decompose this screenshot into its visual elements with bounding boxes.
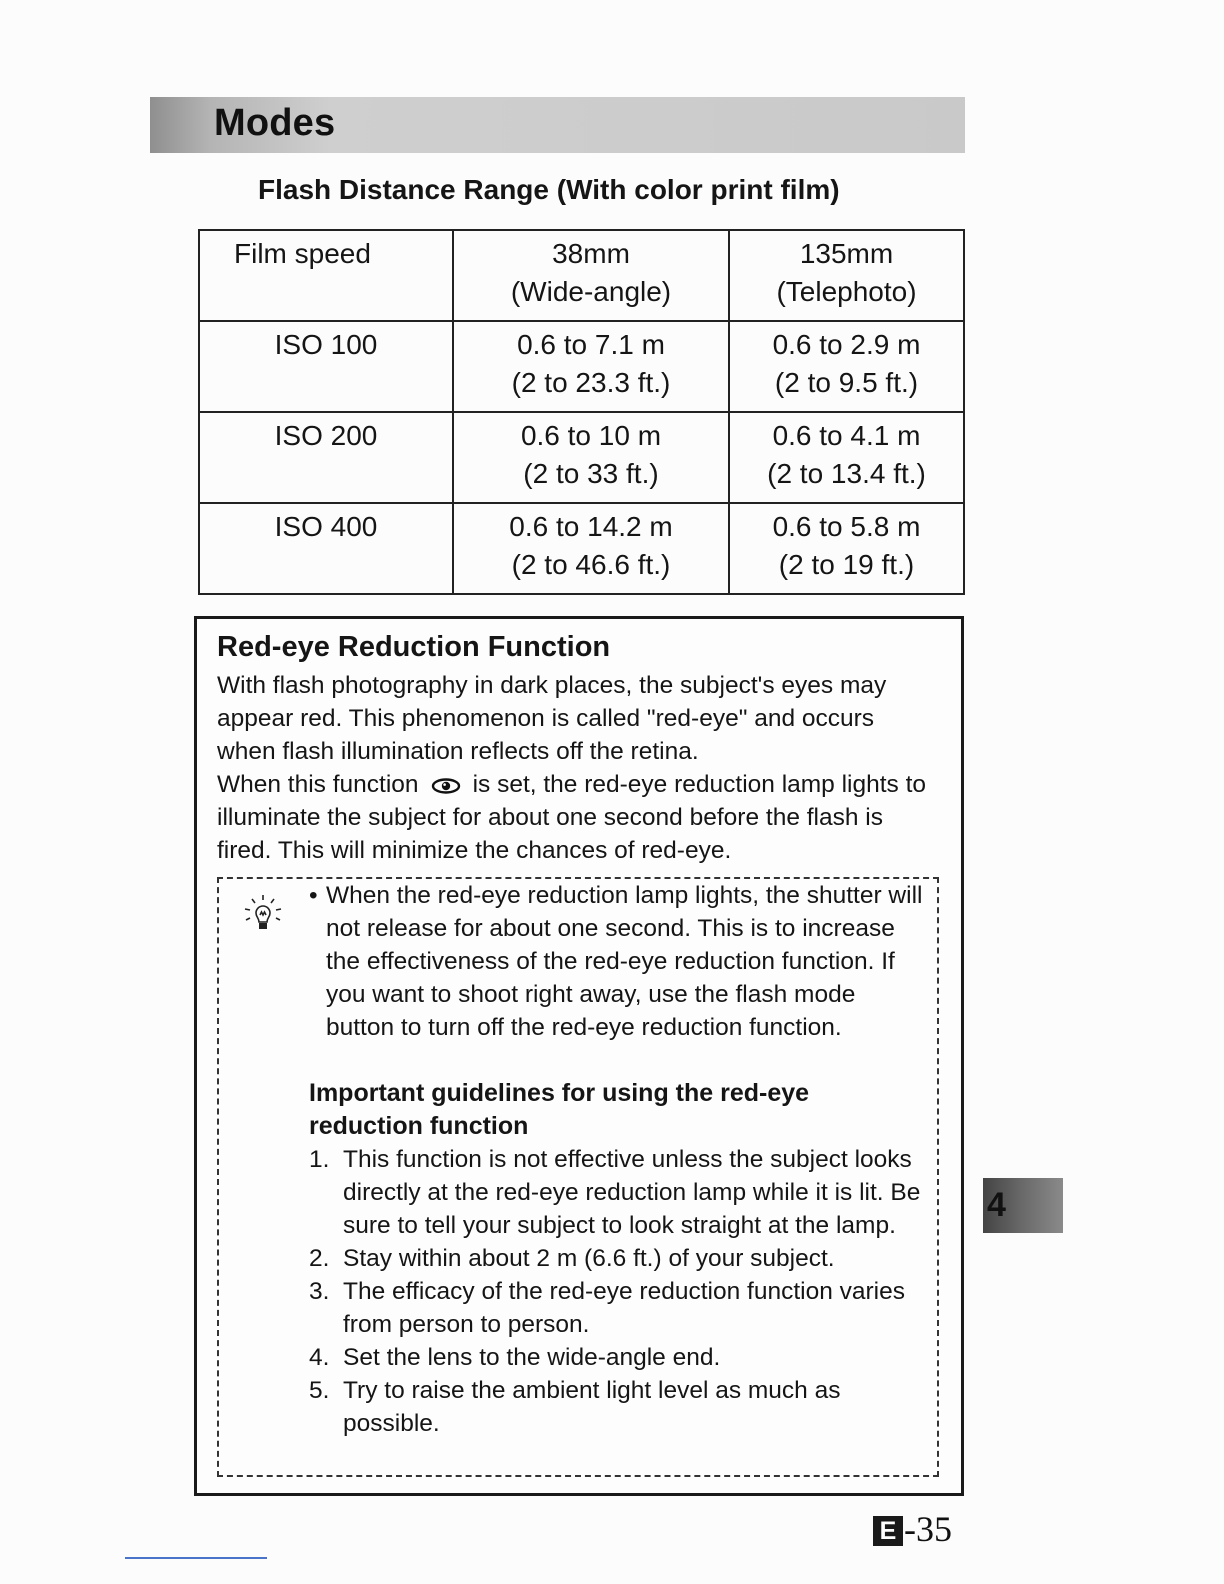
header-38mm-line2: (Wide-angle) [510, 276, 672, 307]
telephoto-feet: (2 to 9.5 ft.) [774, 367, 919, 398]
telephoto-cell [729, 412, 964, 503]
telephoto-feet: (2 to 13.4 ft.) [767, 458, 926, 489]
language-badge: E [873, 1516, 903, 1546]
page-number: -35 [904, 1509, 952, 1549]
telephoto-feet: (2 to 19 ft.) [778, 549, 915, 580]
redeye-description [217, 669, 937, 867]
film-speed-cell: ISO 100 [199, 321, 453, 412]
guideline-number: 2. [309, 1245, 330, 1272]
telephoto-cell [729, 321, 964, 412]
guideline-text: Stay within about 2 m (6.6 ft.) of your subject. [343, 1245, 835, 1272]
wide-angle-cell [453, 321, 729, 412]
redeye-para1: With flash photography in dark places, the subject's eyes may appear red. This phenomenon is called "red-eye" and occurs when flash illumination reflects off the retina. [217, 672, 887, 765]
wide-angle-feet: (2 to 46.6 ft.) [511, 549, 671, 580]
header-38mm-line1: 38mm [552, 238, 630, 269]
header-film-speed-label: Film speed [234, 238, 371, 269]
telephoto-meters: 0.6 to 2.9 m [772, 329, 921, 360]
header-135mm-line1: 135mm [799, 238, 894, 269]
red-eye-icon [431, 778, 461, 794]
chapter-tab-number: 4 [987, 1186, 1006, 1224]
wide-angle-meters: 0.6 to 10 m [520, 420, 662, 451]
tip-bullet [309, 879, 927, 1044]
table-header-row [199, 230, 964, 321]
header-film-speed [199, 230, 453, 321]
film-speed-cell: ISO 200 [199, 412, 453, 503]
redeye-info-box [194, 616, 964, 1496]
guideline-number: 3. [309, 1278, 330, 1305]
divider [125, 1557, 267, 1559]
redeye-title: Red-eye Reduction Function [217, 631, 611, 663]
telephoto-meters: 0.6 to 4.1 m [772, 420, 921, 451]
guidelines-list [309, 1143, 935, 1440]
header-38mm [453, 230, 729, 321]
wide-angle-meters: 0.6 to 14.2 m [509, 511, 673, 542]
guideline-text: The efficacy of the red-eye reduction function varies from person to person. [343, 1278, 905, 1338]
section-title: Modes [214, 102, 336, 144]
guideline-text: Set the lens to the wide-angle end. [343, 1344, 721, 1371]
bullet-dot-icon: • [309, 882, 318, 909]
redeye-para2-start: When this function [217, 771, 419, 798]
redeye-para2-end: is set, the red-eye reduction lamp lights to illuminate the subject for about one second before the flash is fired. This will minimize the chances of red-eye. [217, 771, 927, 864]
film-speed-cell: ISO 400 [199, 503, 453, 594]
tip-bullet-text: When the red-eye reduction lamp lights, the shutter will not release for about one second. This is to increase the effectiveness of the red-eye reduction function. If you want to shoot right away, use the flash mode button to turn off the red-eye reduction function. [326, 882, 923, 1041]
telephoto-meters: 0.6 to 5.8 m [772, 511, 921, 542]
chapter-tab [983, 1178, 1063, 1233]
wide-angle-meters: 0.6 to 7.1 m [517, 329, 665, 360]
list-item [309, 1242, 935, 1275]
section-header-bar [150, 97, 965, 153]
guideline-text: This function is not effective unless the subject looks directly at the red-eye reduction lamp while it is lit. Be sure to tell your subject to look straight at the lamp. [343, 1146, 921, 1239]
tip-box [217, 877, 939, 1477]
table-row [199, 321, 964, 412]
wide-angle-feet: (2 to 23.3 ft.) [511, 367, 671, 398]
header-135mm-line2: (Telephoto) [776, 276, 917, 307]
lightbulb-icon [241, 893, 285, 937]
table-caption: Flash Distance Range (With color print film) [258, 174, 840, 205]
list-item [309, 1341, 935, 1374]
flash-distance-table [198, 229, 965, 595]
guideline-text: Try to raise the ambient light level as much as possible. [343, 1377, 841, 1437]
guidelines-title: Important guidelines for using the red-eye reduction function [309, 1079, 810, 1140]
wide-angle-feet: (2 to 33 ft.) [523, 458, 659, 489]
guideline-number: 5. [309, 1377, 330, 1404]
list-item [309, 1275, 935, 1341]
guideline-number: 1. [309, 1146, 330, 1173]
telephoto-cell [729, 503, 964, 594]
header-135mm [729, 230, 964, 321]
guideline-number: 4. [309, 1344, 330, 1371]
list-item [309, 1143, 935, 1242]
list-item [309, 1374, 935, 1440]
wide-angle-cell [453, 503, 729, 594]
wide-angle-cell [453, 412, 729, 503]
table-row [199, 412, 964, 503]
table-row [199, 503, 964, 594]
